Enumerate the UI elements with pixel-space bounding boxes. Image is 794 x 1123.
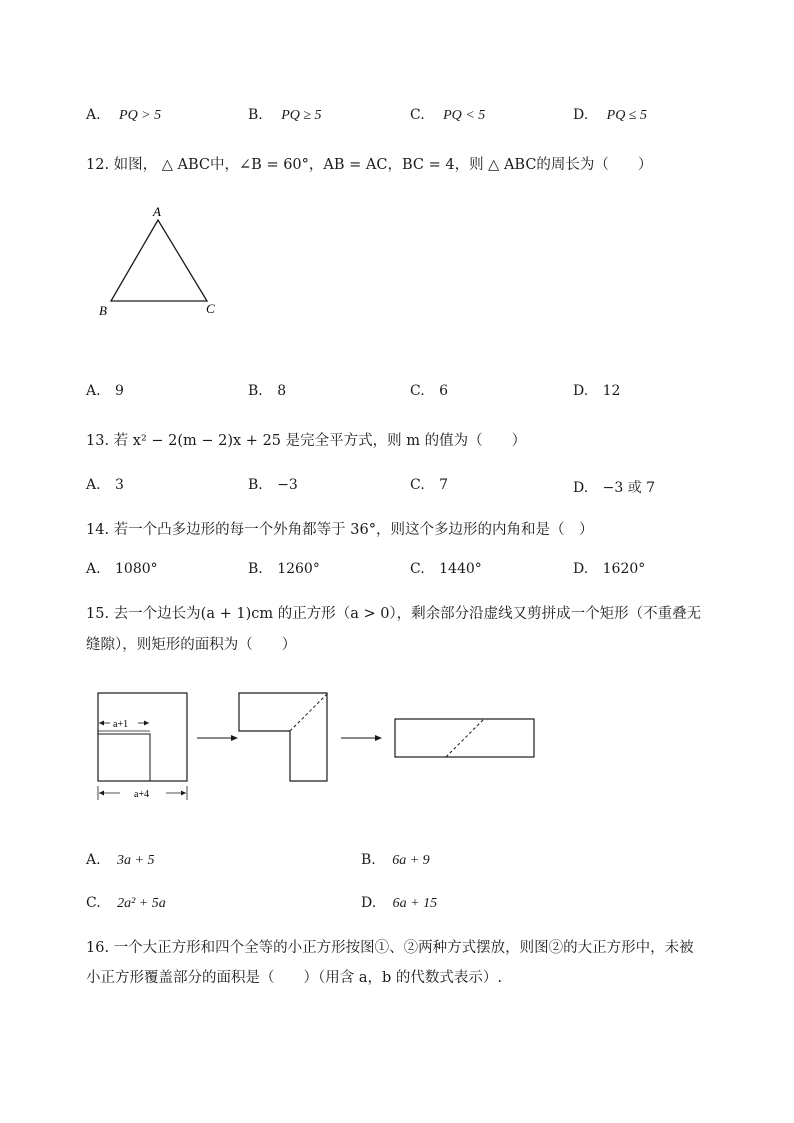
option-text: PQ > 5: [119, 108, 162, 123]
vertex-label-b: B: [99, 303, 107, 318]
outer-side-label: a+4: [134, 789, 150, 800]
option-text: 1440°: [439, 561, 482, 577]
option-text: PQ ≤ 5: [606, 108, 647, 123]
option-letter: C.: [410, 477, 425, 493]
option-letter: D.: [573, 383, 589, 399]
q16-stem-line2: 小正方形覆盖部分的面积是（ ）（用含 a，b 的代数式表示）.: [86, 970, 503, 986]
option-letter: B.: [248, 561, 263, 577]
option-letter: A.: [86, 107, 101, 123]
option-text: 8: [277, 383, 287, 399]
option-letter: D.: [573, 561, 589, 577]
q15-option-d[interactable]: [361, 895, 437, 912]
option-letter: C.: [86, 895, 101, 911]
option-letter: C.: [410, 383, 425, 399]
option-text: 12: [602, 383, 621, 399]
option-text: 2a² + 5a: [117, 896, 166, 911]
option-letter: D.: [573, 480, 589, 496]
option-letter: B.: [248, 383, 263, 399]
option-letter: A.: [86, 852, 101, 868]
option-letter: A.: [86, 383, 101, 399]
option-letter: B.: [361, 852, 376, 868]
q15-option-b[interactable]: [361, 852, 430, 869]
option-letter: B.: [248, 107, 263, 123]
vertex-label-a: A: [153, 204, 161, 219]
option-text: PQ < 5: [443, 108, 486, 123]
option-text: 6a + 9: [392, 853, 430, 868]
option-text: PQ ≥ 5: [281, 108, 322, 123]
q12-stem: 12. 如图， △ ABC中，∠B = 60°，AB = AC，BC = 4，则 △ ABC的周长为（ ）: [86, 157, 653, 173]
option-letter: D.: [361, 895, 377, 911]
option-letter: A.: [86, 477, 101, 493]
option-text: −3 或 7: [602, 480, 656, 496]
option-text: 1620°: [602, 561, 646, 577]
option-letter: D.: [573, 107, 589, 123]
q16-stem-line1: 16. 一个大正方形和四个全等的小正方形按图①、②两种方式摆放，则图②的大正方形中，未被: [86, 940, 694, 956]
option-letter: A.: [86, 561, 101, 577]
q14-stem: 14. 若一个凸多边形的每一个外角都等于 36°，则这个多边形的内角和是（ ）: [86, 522, 594, 538]
option-text: 7: [439, 477, 449, 493]
q15-stem-line1: 15. 去一个边长为(a + 1)cm 的正方形（a > 0），剩余部分沿虚线又剪拼成一个矩形（不重叠无: [86, 606, 702, 622]
option-letter: B.: [248, 477, 263, 493]
option-text: 3a + 5: [117, 853, 155, 868]
q15-option-c[interactable]: [86, 895, 166, 912]
option-text: 1260°: [277, 561, 320, 577]
option-text: 6a + 15: [392, 896, 438, 911]
option-letter: C.: [410, 561, 425, 577]
option-text: 1080°: [115, 561, 158, 577]
inner-side-label: a+1: [113, 719, 129, 730]
option-letter: C.: [410, 107, 425, 123]
q15-stem-line2: 缝隙），则矩形的面积为（ ）: [86, 637, 297, 653]
option-text: 3: [115, 477, 124, 493]
option-text: −3: [277, 477, 298, 493]
q15-option-a[interactable]: [86, 852, 154, 869]
q13-stem: 13. 若 x² − 2(m − 2)x + 25 是完全平方式，则 m 的值为（ ）: [86, 433, 527, 449]
vertex-label-c: C: [206, 301, 215, 316]
option-text: 9: [115, 383, 124, 399]
option-text: 6: [439, 383, 449, 399]
